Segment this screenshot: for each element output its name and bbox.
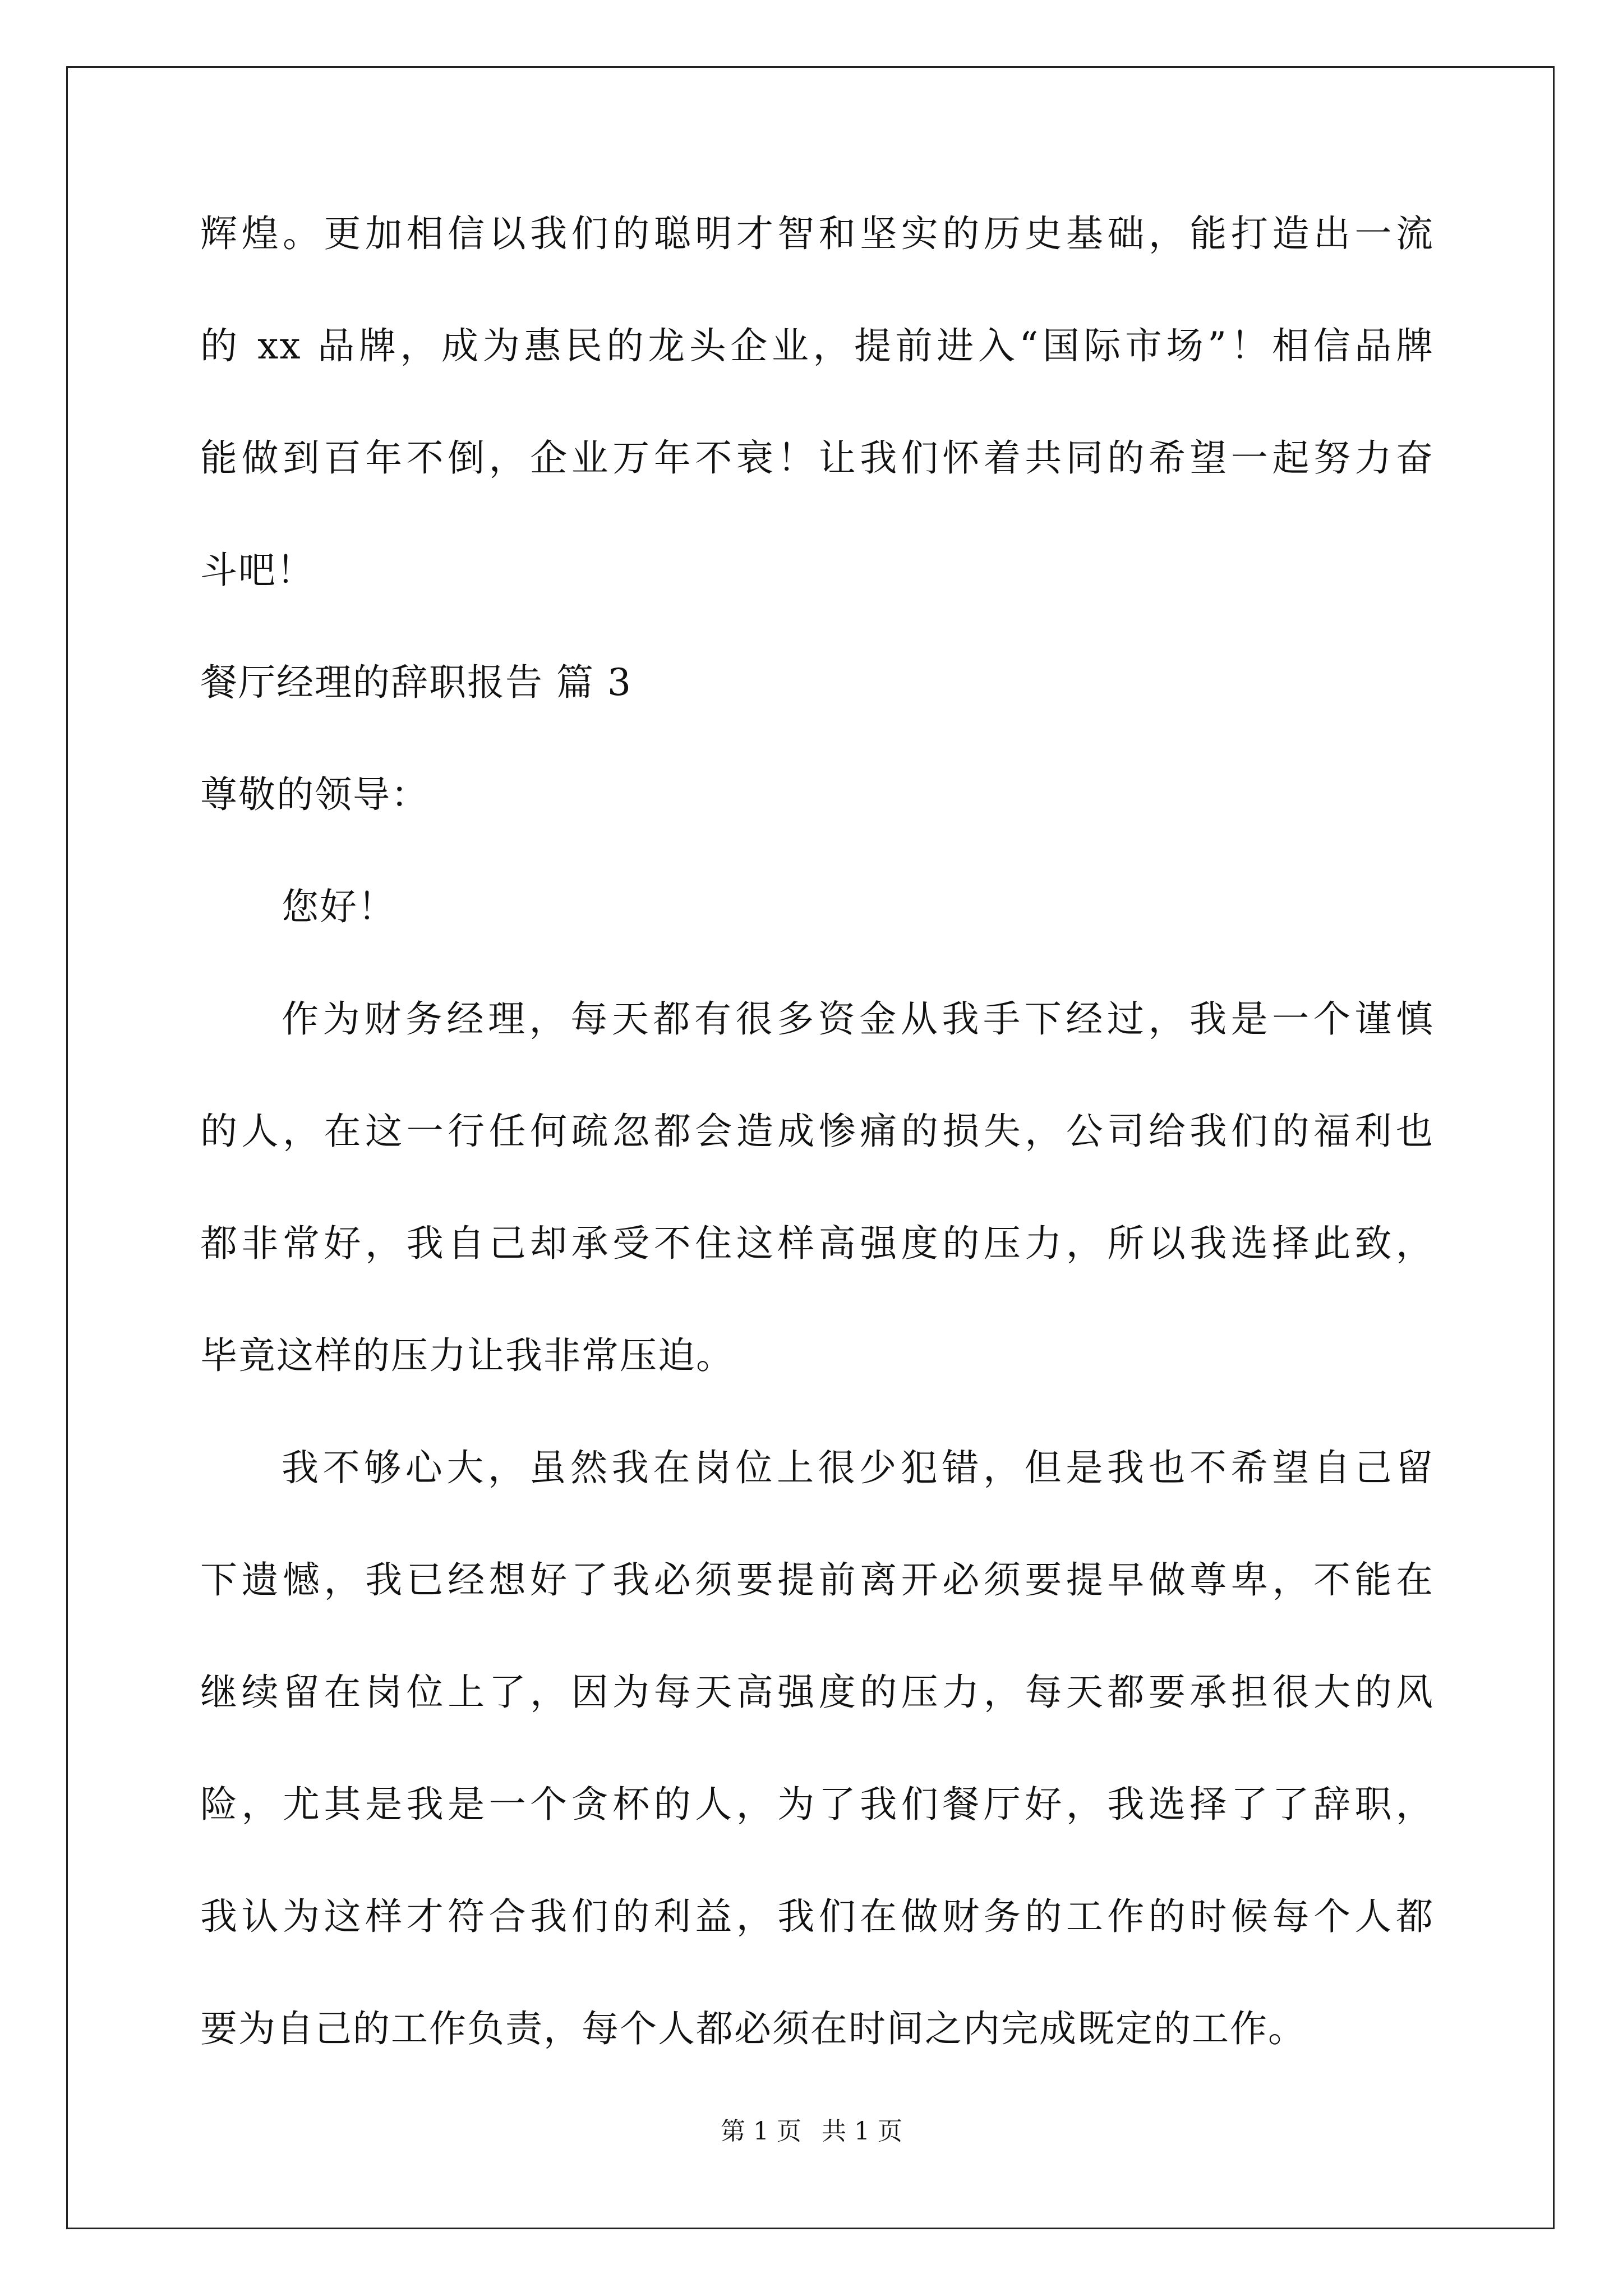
section-heading: 餐厅经理的辞职报告 篇 3 [200,661,632,704]
paragraph-line: 的 xx 品牌，成为惠民的龙头企业，提前进入“国际市场”！相信品牌 [200,324,1434,367]
paragraph-line: 毕竟这样的压力让我非常压迫。 [200,1334,734,1377]
paragraph-line: 都非常好，我自己却承受不住这样高强度的压力，所以我选择此致， [200,1222,1434,1265]
paragraph-line: 我不够心大，虽然我在岗位上很少犯错，但是我也不希望自己留 [282,1446,1434,1489]
salutation: 尊敬的领导： [200,773,429,816]
paragraph-line: 要为自己的工作负责，每个人都必须在时间之内完成既定的工作。 [200,2007,1306,2050]
paragraph-line: 的人，在这一行任何疏忽都会造成惨痛的损失，公司给我们的福利也 [200,1110,1434,1153]
paragraph-line: 我认为这样才符合我们的利益，我们在做财务的工作的时候每个人都 [200,1895,1434,1938]
greeting: 您好！ [282,885,396,928]
page-number: 第 1 页 [721,2117,801,2146]
paragraph-line: 斗吧！ [200,549,315,592]
paragraph-line: 下遗憾，我已经想好了我必须要提前离开必须要提早做尊卑，不能在 [200,1558,1434,1602]
paragraph-line: 辉煌。更加相信以我们的聪明才智和坚实的历史基础，能打造出一流 [200,212,1434,255]
paragraph-line: 能做到百年不倒，企业万年不衰！让我们怀着共同的希望一起努力奋 [200,436,1434,480]
paragraph-line: 继续留在岗位上了，因为每天高强度的压力，每天都要承担很大的风 [200,1671,1434,1714]
paragraph-line: 作为财务经理，每天都有很多资金从我手下经过，我是一个谨慎 [282,997,1434,1041]
page-footer [0,2115,1623,2148]
document-body [200,209,1434,2116]
page-total: 共 1 页 [822,2117,902,2146]
paragraph-line: 险，尤其是我是一个贪杯的人，为了我们餐厅好，我选择了了辞职， [200,1783,1434,1826]
